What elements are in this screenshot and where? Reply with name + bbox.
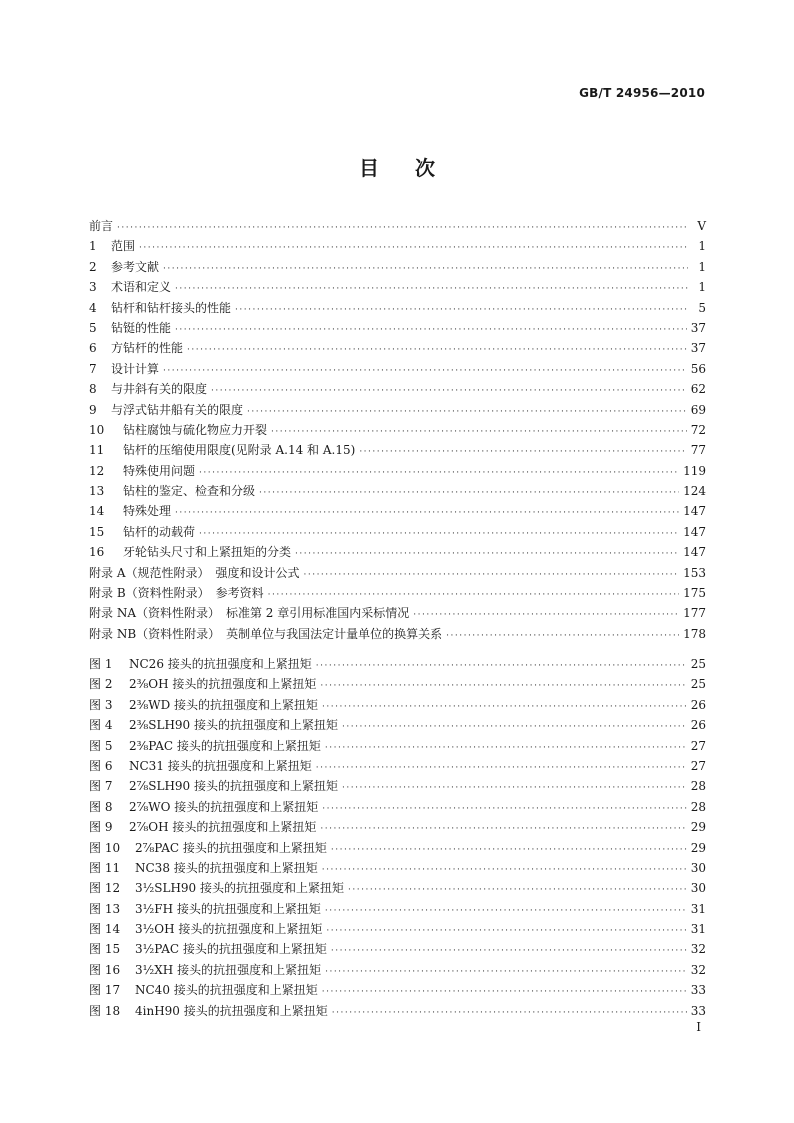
toc-figure-entry[interactable] bbox=[89, 980, 706, 1000]
toc-entry-number: 图 2 bbox=[89, 677, 113, 692]
toc-entry-number: 图 3 bbox=[89, 697, 113, 712]
dot-leader bbox=[187, 340, 687, 360]
toc-entry-title: 2⅞WO 接头的抗扭强度和上紧扭矩 bbox=[129, 799, 319, 814]
toc-entry-title: 附录 B（资料性附录） 参考资料 bbox=[89, 586, 264, 601]
toc-section-entry[interactable] bbox=[89, 563, 706, 583]
toc-entry-number: 图 14 bbox=[89, 922, 121, 937]
dot-leader bbox=[271, 422, 687, 442]
toc-entry-number: 图 18 bbox=[89, 1003, 121, 1018]
dot-leader bbox=[359, 442, 686, 462]
toc-section-entry[interactable] bbox=[89, 318, 706, 338]
toc-entry-page: 72 bbox=[690, 422, 706, 437]
toc-section-entry[interactable] bbox=[89, 440, 706, 460]
toc-section-entry[interactable] bbox=[89, 603, 706, 623]
toc-figure-entry[interactable] bbox=[89, 736, 706, 756]
toc-entry-title: 2⅜PAC 接头的抗扭强度和上紧扭矩 bbox=[129, 738, 321, 753]
toc-figure-entry[interactable] bbox=[89, 776, 706, 796]
toc-entry-title: 3½OH 接头的抗扭强度和上紧扭矩 bbox=[135, 922, 323, 937]
dot-leader bbox=[139, 238, 688, 258]
toc-entry-number: 图 13 bbox=[89, 901, 121, 916]
dot-leader bbox=[211, 381, 687, 401]
toc-figure-entry[interactable] bbox=[89, 858, 706, 878]
toc-entry-title: 3½PAC 接头的抗扭强度和上紧扭矩 bbox=[135, 942, 327, 957]
toc-section-entry[interactable] bbox=[89, 522, 706, 542]
toc-entry-page: 124 bbox=[683, 484, 706, 499]
dot-leader bbox=[325, 901, 687, 921]
dot-leader bbox=[295, 544, 679, 564]
dot-leader bbox=[163, 259, 688, 279]
toc-entry-page: V bbox=[697, 219, 706, 233]
dot-leader bbox=[322, 799, 686, 819]
toc-entry-number: 14 bbox=[89, 504, 105, 519]
toc-figure-entry[interactable] bbox=[89, 919, 706, 939]
toc-entry-page: 25 bbox=[690, 677, 706, 692]
toc-entry-page: 37 bbox=[690, 320, 706, 335]
toc-section-entry[interactable] bbox=[89, 236, 706, 256]
toc-entry-page: 1 bbox=[698, 239, 706, 254]
toc-sections-list bbox=[89, 216, 706, 644]
dot-leader bbox=[199, 463, 679, 483]
toc-figure-entry[interactable] bbox=[89, 654, 706, 674]
dot-leader bbox=[268, 585, 679, 605]
toc-section-entry[interactable] bbox=[89, 583, 706, 603]
toc-entry-number: 9 bbox=[89, 402, 97, 417]
toc-entry-page: 25 bbox=[690, 657, 706, 671]
toc-entry-number: 图 6 bbox=[89, 758, 113, 773]
toc-entry-title: NC40 接头的抗扭强度和上紧扭矩 bbox=[135, 983, 318, 998]
toc-entry-title: 与井斜有关的限度 bbox=[111, 382, 208, 397]
dot-leader bbox=[175, 279, 688, 299]
toc-entry-number: 5 bbox=[89, 320, 97, 335]
toc-entry-page: 178 bbox=[683, 626, 706, 641]
toc-entry-number: 4 bbox=[89, 300, 97, 315]
dot-leader bbox=[259, 483, 679, 503]
toc-entry-page: 56 bbox=[690, 361, 706, 376]
toc-entry-number: 图 7 bbox=[89, 779, 113, 794]
dot-leader bbox=[332, 1003, 687, 1023]
toc-entry-title: 钻铤的性能 bbox=[111, 320, 172, 335]
toc-entry-page: 62 bbox=[690, 382, 706, 397]
toc-entry-page: 32 bbox=[690, 942, 706, 957]
toc-entry-page: 37 bbox=[690, 341, 706, 356]
toc-entry-title: 3½SLH90 接头的抗扭强度和上紧扭矩 bbox=[135, 881, 345, 896]
toc-entry-title: 术语和定义 bbox=[111, 280, 172, 295]
toc-entry-number: 图 12 bbox=[89, 881, 121, 896]
toc-entry-title: 3½FH 接头的抗扭强度和上紧扭矩 bbox=[135, 901, 321, 916]
toc-entry-title: 4inH90 接头的抗扭强度和上紧扭矩 bbox=[135, 1003, 328, 1018]
dot-leader bbox=[325, 738, 687, 758]
toc-entry-page: 30 bbox=[690, 881, 706, 896]
dot-leader bbox=[199, 524, 679, 544]
toc-entry-page: 26 bbox=[690, 718, 706, 733]
toc-entry-page: 30 bbox=[690, 860, 706, 875]
dot-leader bbox=[316, 758, 687, 778]
toc-entry-page: 29 bbox=[690, 840, 706, 855]
toc-figures-list bbox=[89, 654, 706, 1021]
toc-entry-number: 10 bbox=[89, 422, 105, 437]
toc-entry-page: 33 bbox=[690, 1003, 706, 1018]
toc-section-entry[interactable] bbox=[89, 379, 706, 399]
toc-entry-page: 147 bbox=[683, 504, 706, 519]
toc-entry-title: 牙轮钻头尺寸和上紧扭矩的分类 bbox=[123, 545, 292, 560]
toc-entry-title: 与浮式钻井船有关的限度 bbox=[111, 402, 244, 417]
toc-entry-number: 7 bbox=[89, 361, 97, 376]
toc-entry-page: 27 bbox=[690, 758, 706, 773]
toc-entry-title: 方钻杆的性能 bbox=[111, 341, 184, 356]
toc-section-entry[interactable] bbox=[89, 298, 706, 318]
toc-entry-title: 参考文献 bbox=[111, 259, 160, 274]
dot-leader bbox=[163, 361, 687, 381]
toc-entry-number: 图 16 bbox=[89, 962, 121, 977]
toc-entry-title: 设计计算 bbox=[111, 361, 160, 376]
toc-entry-page: 1 bbox=[698, 280, 706, 295]
toc-entry-title: 附录 NB（资料性附录） 英制单位与我国法定计量单位的换算关系 bbox=[89, 626, 443, 641]
toc-entry-page: 33 bbox=[690, 983, 706, 998]
toc-section-entry[interactable] bbox=[89, 359, 706, 379]
toc-entry-title: 2⅜SLH90 接头的抗扭强度和上紧扭矩 bbox=[129, 718, 339, 733]
toc-section-entry[interactable] bbox=[89, 501, 706, 521]
toc-section-entry[interactable] bbox=[89, 542, 706, 562]
dot-leader bbox=[316, 656, 687, 676]
toc-entry-number: 1 bbox=[89, 239, 97, 254]
toc-entry-number: 图 5 bbox=[89, 738, 113, 753]
dot-leader bbox=[331, 941, 687, 961]
toc-entry-number: 图 10 bbox=[89, 840, 121, 855]
toc-entry-page: 69 bbox=[690, 402, 706, 417]
toc-figure-entry[interactable] bbox=[89, 960, 706, 980]
toc-entry-title: 特殊处理 bbox=[123, 504, 172, 519]
toc-entry-title: 钻柱的鉴定、检查和分级 bbox=[123, 484, 256, 499]
toc-entry-page: 77 bbox=[690, 443, 706, 458]
toc-entry-number: 6 bbox=[89, 341, 97, 356]
toc-entry-number: 8 bbox=[89, 382, 97, 397]
toc-entry-page: 28 bbox=[690, 779, 706, 794]
dot-leader bbox=[175, 503, 679, 523]
dot-leader bbox=[175, 320, 687, 340]
dot-leader bbox=[322, 982, 687, 1002]
toc-figure-entry[interactable] bbox=[89, 715, 706, 735]
toc-figure-entry[interactable] bbox=[89, 695, 706, 715]
dot-leader bbox=[348, 880, 687, 900]
toc-entry-page: 119 bbox=[683, 463, 706, 478]
dot-leader bbox=[322, 697, 687, 717]
toc-section-entry[interactable] bbox=[89, 481, 706, 501]
dot-leader bbox=[320, 676, 686, 696]
toc-entry-number: 图 11 bbox=[89, 860, 121, 875]
toc-entry-number: 图 8 bbox=[89, 799, 113, 814]
toc-entry-title: 2⅞PAC 接头的抗扭强度和上紧扭矩 bbox=[135, 840, 327, 855]
toc-entry-page: 27 bbox=[690, 738, 706, 753]
toc-entry-title: 2⅞OH 接头的抗扭强度和上紧扭矩 bbox=[129, 820, 317, 835]
toc-entry-title: NC31 接头的抗扭强度和上紧扭矩 bbox=[129, 758, 312, 773]
toc-entry-page: 147 bbox=[683, 524, 706, 539]
toc-entry-number: 13 bbox=[89, 484, 105, 499]
toc-figure-entry[interactable] bbox=[89, 797, 706, 817]
toc-entry-page: 5 bbox=[698, 300, 706, 315]
toc-entry-number: 2 bbox=[89, 259, 97, 274]
toc-entry-title: 2⅜OH 接头的抗扭强度和上紧扭矩 bbox=[129, 677, 317, 692]
dot-leader bbox=[326, 921, 686, 941]
dot-leader bbox=[446, 626, 679, 646]
toc-entry-number: 11 bbox=[89, 443, 105, 458]
toc-entry-number: 图 9 bbox=[89, 820, 113, 835]
dot-leader bbox=[322, 860, 687, 880]
toc-section-entry[interactable] bbox=[89, 216, 706, 236]
toc-entry-page: 31 bbox=[690, 922, 706, 937]
dot-leader bbox=[413, 605, 679, 625]
toc-entry-number: 12 bbox=[89, 463, 105, 478]
dot-leader bbox=[117, 218, 688, 238]
toc-figure-entry[interactable] bbox=[89, 838, 706, 858]
toc-entry-page: 29 bbox=[690, 820, 706, 835]
dot-leader bbox=[247, 402, 687, 422]
toc-section-entry[interactable] bbox=[89, 461, 706, 481]
toc-entry-number: 图 15 bbox=[89, 942, 121, 957]
toc-entry-title: 钻杆的压缩使用限度(见附录 A.14 和 A.15) bbox=[123, 443, 356, 458]
toc-entry-number: 3 bbox=[89, 280, 97, 295]
toc-section-entry[interactable] bbox=[89, 257, 706, 277]
dot-leader bbox=[235, 300, 688, 320]
dot-leader bbox=[331, 840, 687, 860]
toc-entry-number: 图 17 bbox=[89, 983, 121, 998]
toc-entry-page: 177 bbox=[683, 606, 706, 621]
toc-section-entry[interactable] bbox=[89, 277, 706, 297]
dot-leader bbox=[342, 717, 687, 737]
dot-leader bbox=[325, 962, 687, 982]
toc-entry-title: 2⅜WD 接头的抗扭强度和上紧扭矩 bbox=[129, 697, 319, 712]
toc-entry-page: 1 bbox=[698, 259, 706, 274]
toc-entry-title: 3½XH 接头的抗扭强度和上紧扭矩 bbox=[135, 962, 322, 977]
toc-entry-number: 16 bbox=[89, 545, 105, 560]
toc-figure-entry[interactable] bbox=[89, 1001, 706, 1021]
toc-entry-title: 附录 A（规范性附录） 强度和设计公式 bbox=[89, 565, 300, 580]
toc-entry-number: 图 1 bbox=[89, 657, 113, 671]
toc-entry-title: NC26 接头的抗扭强度和上紧扭矩 bbox=[129, 657, 312, 671]
toc-figure-entry[interactable] bbox=[89, 817, 706, 837]
toc-section-entry[interactable] bbox=[89, 420, 706, 440]
toc-entry-number: 图 4 bbox=[89, 718, 113, 733]
dot-leader bbox=[320, 819, 686, 839]
toc-entry-number: 15 bbox=[89, 524, 105, 539]
standard-number: GB/T 24956—2010 bbox=[579, 86, 705, 100]
toc-entry-page: 147 bbox=[683, 545, 706, 560]
toc-entry-title: NC38 接头的抗扭强度和上紧扭矩 bbox=[135, 860, 318, 875]
toc-entry-title: 特殊使用问题 bbox=[123, 463, 196, 478]
toc-section-entry[interactable] bbox=[89, 624, 706, 644]
toc-entry-page: 175 bbox=[683, 586, 706, 601]
toc-entry-title: 附录 NA（资料性附录） 标准第 2 章引用标准国内采标情况 bbox=[89, 606, 410, 621]
toc-entry-page: 26 bbox=[690, 697, 706, 712]
toc-entry-page: 31 bbox=[690, 901, 706, 916]
toc-entry-title: 前言 bbox=[89, 219, 114, 233]
page-title: 目次 bbox=[359, 156, 471, 180]
toc-entry-title: 2⅞SLH90 接头的抗扭强度和上紧扭矩 bbox=[129, 779, 339, 794]
toc-section-entry[interactable] bbox=[89, 400, 706, 420]
toc-figure-entry[interactable] bbox=[89, 756, 706, 776]
toc-entry-title: 钻杆和钻杆接头的性能 bbox=[111, 300, 232, 315]
toc-figure-entry[interactable] bbox=[89, 899, 706, 919]
toc-entry-page: 153 bbox=[683, 565, 706, 580]
toc-entry-title: 范围 bbox=[111, 239, 136, 254]
toc-figure-entry[interactable] bbox=[89, 878, 706, 898]
dot-leader bbox=[342, 778, 687, 798]
toc-entry-title: 钻柱腐蚀与硫化物应力开裂 bbox=[123, 422, 268, 437]
toc-entry-page: 28 bbox=[690, 799, 706, 814]
toc-figure-entry[interactable] bbox=[89, 674, 706, 694]
page-number: I bbox=[696, 1020, 701, 1034]
toc-entry-page: 32 bbox=[690, 962, 706, 977]
toc-entry-title: 钻杆的动载荷 bbox=[123, 524, 196, 539]
toc-figure-entry[interactable] bbox=[89, 939, 706, 959]
toc-section-entry[interactable] bbox=[89, 338, 706, 358]
dot-leader bbox=[303, 565, 679, 585]
